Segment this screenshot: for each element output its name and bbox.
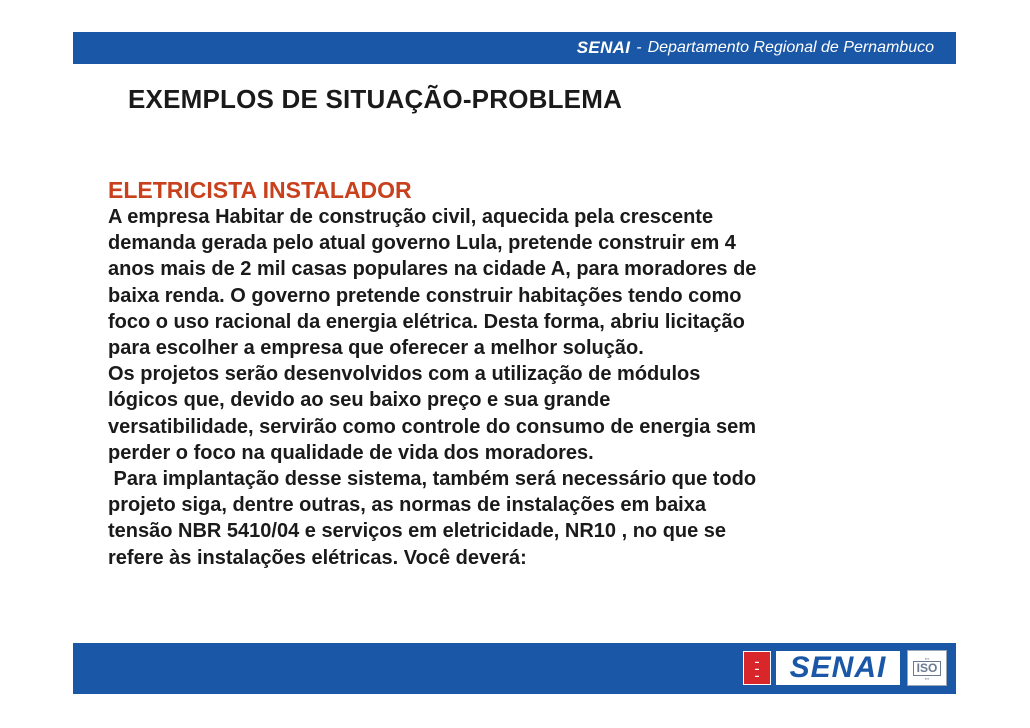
content-block (108, 176, 908, 571)
body-line: refere às instalações elétricas. Você deverá: (108, 546, 527, 569)
iso-certification-icon: ▪▪▪ ISO ▪▪▪ (907, 650, 947, 686)
body-line: Para implantação desse sistema, também será necessário que todo (108, 468, 757, 491)
header-banner (73, 32, 956, 64)
footer-banner (73, 643, 956, 694)
body-line: projeto siga, dentre outras, as normas de instalações em baixa (108, 494, 706, 517)
iso-label: ISO (913, 661, 942, 676)
header-department: Departamento Regional de Pernambuco (647, 39, 934, 56)
body-line: demanda gerada pelo atual governo Lula, pretende construir em 4 (108, 232, 736, 255)
header-brand: SENAI (576, 38, 631, 57)
body-line: A empresa Habitar de construção civil, aquecida pela crescente (108, 206, 714, 228)
flag-logo-icon: ▬ ▬ ▬ (743, 651, 771, 685)
header-separator: - (636, 39, 642, 56)
body-line: tensão NBR 5410/04 e serviços em eletricidade, NR10 , no que se (108, 520, 727, 543)
section-heading: ELETRICISTA INSTALADOR (108, 177, 412, 203)
body-line: Os projetos serão desenvolvidos com a utilização de módulos (108, 363, 701, 386)
body-line: anos mais de 2 mil casas populares na cidade A, para moradores de (108, 258, 757, 281)
body-line: para escolher a empresa que oferecer a melhor solução. (108, 337, 644, 360)
body-line: lógicos que, devido ao seu baixo preço e sua grande (108, 389, 611, 412)
senai-logo-word: SENAI (789, 651, 887, 684)
page-title: EXEMPLOS DE SITUAÇÃO-PROBLEMA (128, 84, 623, 114)
body-line: baixa renda. O governo pretende construir habitações tendo como (108, 284, 742, 307)
body-line: versatibilidade, servirão como controle do consumo de energia sem (108, 415, 756, 438)
body-line: foco o uso racional da energia elétrica. Desta forma, abriu licitação (108, 310, 745, 333)
body-line: perder o foco na qualidade de vida dos moradores. (108, 441, 594, 464)
senai-logo (776, 651, 900, 685)
